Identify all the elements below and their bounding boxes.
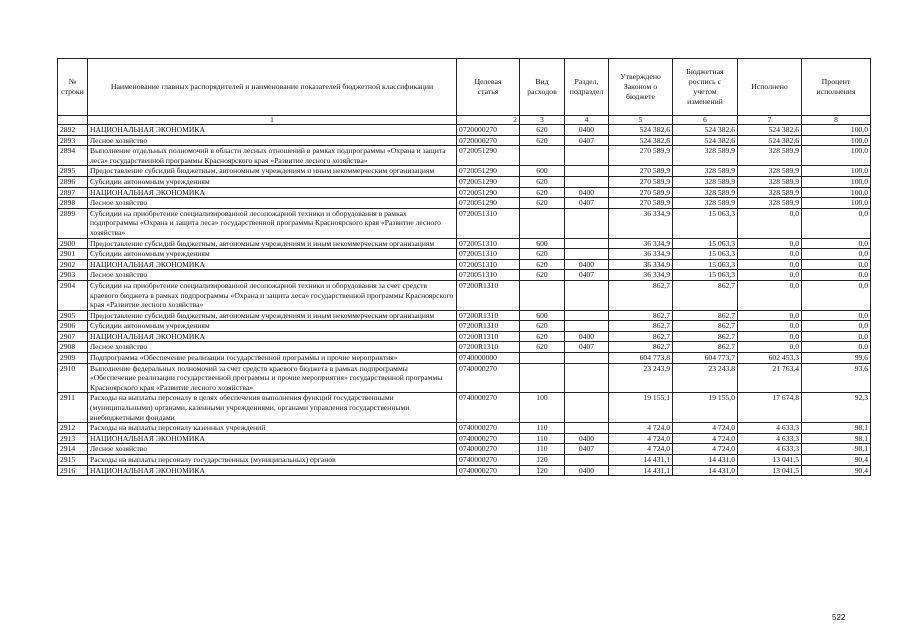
section-cell: 0400: [565, 331, 609, 342]
target-article-cell: 0740000270: [457, 465, 520, 476]
percent-cell: 90,4: [802, 455, 871, 466]
table-row: [58, 135, 871, 146]
target-article-cell: 0720051310: [457, 249, 520, 260]
expense-type-cell: 600: [520, 166, 565, 177]
col-number-cell: 4: [565, 116, 609, 125]
expense-type-cell: 620: [520, 135, 565, 146]
percent-cell: 92,3: [802, 393, 871, 423]
row-number-cell: 2901: [58, 249, 88, 260]
approved-cell: 23 243,9: [609, 363, 673, 393]
executed-cell: 328 589,9: [738, 187, 802, 198]
expense-type-cell: 110: [520, 444, 565, 455]
header-section: Раздел, подраздел: [565, 59, 609, 116]
percent-cell: 0,0: [802, 259, 871, 270]
col-number-cell: 1: [88, 116, 457, 125]
section-cell: [565, 393, 609, 423]
table-row: [58, 146, 871, 166]
section-cell: 0407: [565, 270, 609, 281]
row-name-cell: Расходы на выплаты персоналу государственных (муниципальных) органов: [88, 455, 457, 466]
section-cell: [565, 208, 609, 238]
executed-cell: 328 589,9: [738, 166, 802, 177]
approved-cell: 524 382,6: [609, 135, 673, 146]
row-name-cell: НАЦИОНАЛЬНАЯ ЭКОНОМИКА: [88, 331, 457, 342]
percent-cell: 100,0: [802, 176, 871, 187]
approved-cell: 36 334,9: [609, 238, 673, 249]
section-cell: 0400: [565, 433, 609, 444]
target-article-cell: 0720051310: [457, 238, 520, 249]
expense-type-cell: 100: [520, 393, 565, 423]
table-row: [58, 331, 871, 342]
row-name-cell: НАЦИОНАЛЬНАЯ ЭКОНОМИКА: [88, 465, 457, 476]
target-article-cell: 0740000270: [457, 433, 520, 444]
table-row: [58, 444, 871, 455]
target-article-cell: 07200R1310: [457, 342, 520, 353]
approved-cell: 4 724,0: [609, 433, 673, 444]
row-name-cell: Предоставление субсидий бюджетным, автономным учреждениям и иным некоммерческим организациям: [88, 166, 457, 177]
expense-type-cell: 620: [520, 331, 565, 342]
header-approved: Утверждено Законом о бюджете: [609, 59, 673, 116]
col-number-cell: 7: [738, 116, 802, 125]
expense-type-cell: 620: [520, 249, 565, 260]
percent-cell: 100,0: [802, 198, 871, 209]
percent-cell: 0,0: [802, 280, 871, 310]
header-executed: Исполнено: [738, 59, 802, 116]
budget-list-cell: 862,7: [673, 331, 738, 342]
executed-cell: 0,0: [738, 342, 802, 353]
executed-cell: 328 589,9: [738, 146, 802, 166]
executed-cell: 0,0: [738, 238, 802, 249]
target-article-cell: 0720051290: [457, 166, 520, 177]
table-row: [58, 176, 871, 187]
expense-type-cell: 620: [520, 187, 565, 198]
approved-cell: 862,7: [609, 310, 673, 321]
percent-cell: 0,0: [802, 270, 871, 281]
executed-cell: 0,0: [738, 310, 802, 321]
target-article-cell: 0720051290: [457, 198, 520, 209]
approved-cell: 36 334,9: [609, 270, 673, 281]
column-number-row: [58, 116, 871, 125]
row-number-cell: 2899: [58, 208, 88, 238]
table-row: [58, 259, 871, 270]
approved-cell: 36 334,9: [609, 249, 673, 260]
col-number-cell: [58, 116, 88, 125]
row-number-cell: 2906: [58, 321, 88, 332]
budget-list-cell: 862,7: [673, 280, 738, 310]
row-number-cell: 2894: [58, 146, 88, 166]
table-row: [58, 433, 871, 444]
executed-cell: 0,0: [738, 280, 802, 310]
row-name-cell: Субсидии автономным учреждениям: [88, 249, 457, 260]
row-number-cell: 2912: [58, 423, 88, 434]
budget-list-cell: 524 382,6: [673, 125, 738, 136]
row-name-cell: НАЦИОНАЛЬНАЯ ЭКОНОМИКА: [88, 125, 457, 136]
target-article-cell: 0740000270: [457, 455, 520, 466]
budget-list-cell: 862,7: [673, 321, 738, 332]
executed-cell: 524 382,6: [738, 135, 802, 146]
table-row: [58, 198, 871, 209]
row-number-cell: 2916: [58, 465, 88, 476]
approved-cell: 4 724,0: [609, 444, 673, 455]
row-name-cell: Выполнение федеральных полномочий за счет средств краевого бюджета в рамках подпрограммы «Обеспечение реализации государственной программы и прочие мероприятия» государственной программы Красноярского края «Развитие лесного хозяйства»: [88, 363, 457, 393]
percent-cell: 0,0: [802, 208, 871, 238]
row-number-cell: 2897: [58, 187, 88, 198]
row-number-cell: 2910: [58, 363, 88, 393]
section-cell: [565, 363, 609, 393]
approved-cell: 862,7: [609, 321, 673, 332]
percent-cell: 98,1: [802, 433, 871, 444]
percent-cell: 99,6: [802, 353, 871, 364]
expense-type-cell: [520, 363, 565, 393]
percent-cell: 100,0: [802, 125, 871, 136]
expense-type-cell: 620: [520, 270, 565, 281]
table-header-row: [58, 59, 871, 116]
executed-cell: 0,0: [738, 249, 802, 260]
table-row: [58, 249, 871, 260]
table-row: [58, 270, 871, 281]
col-number-cell: 6: [673, 116, 738, 125]
table-row: [58, 208, 871, 238]
executed-cell: 0,0: [738, 270, 802, 281]
target-article-cell: 0720000270: [457, 135, 520, 146]
budget-list-cell: 19 155,0: [673, 393, 738, 423]
row-name-cell: Расходы на выплаты персоналу казенных учреждений: [88, 423, 457, 434]
percent-cell: 100,0: [802, 166, 871, 177]
target-article-cell: 0720051310: [457, 259, 520, 270]
expense-type-cell: 620: [520, 342, 565, 353]
approved-cell: 4 724,0: [609, 423, 673, 434]
expense-type-cell: 620: [520, 125, 565, 136]
row-number-cell: 2903: [58, 270, 88, 281]
target-article-cell: 07200R1310: [457, 310, 520, 321]
budget-list-cell: 15 063,3: [673, 208, 738, 238]
row-number-cell: 2907: [58, 331, 88, 342]
approved-cell: 19 155,1: [609, 393, 673, 423]
percent-cell: 0,0: [802, 321, 871, 332]
row-number-cell: 2908: [58, 342, 88, 353]
expense-type-cell: 620: [520, 198, 565, 209]
row-number-cell: 2911: [58, 393, 88, 423]
executed-cell: 13 041,5: [738, 455, 802, 466]
budget-list-cell: 4 724,0: [673, 433, 738, 444]
budget-list-cell: 328 589,9: [673, 198, 738, 209]
table-row: [58, 166, 871, 177]
row-name-cell: Выполнение отдельных полномочий в области лесных отношений в рамках подпрограммы «Охрана и защита леса» государственной программы Красноярского края «Развитие лесного хозяйства»: [88, 146, 457, 166]
row-number-cell: 2892: [58, 125, 88, 136]
executed-cell: 0,0: [738, 259, 802, 270]
target-article-cell: 07200R1310: [457, 331, 520, 342]
section-cell: 0407: [565, 135, 609, 146]
approved-cell: 14 431,1: [609, 465, 673, 476]
percent-cell: 0,0: [802, 331, 871, 342]
header-budget-list: Бюджетная роспись с учетом изменений: [673, 59, 738, 116]
row-name-cell: Подпрограмма «Обеспечение реализации государственной программы и прочие мероприятия»: [88, 353, 457, 364]
percent-cell: 100,0: [802, 135, 871, 146]
row-name-cell: Субсидии на приобретение специализированной лесопожарной техники и оборудования за счет средств краевого бюджета в рамках подпрограммы «Охрана и защита леса» государственной программы Красноярского края «Развитие лесного хозяйства»: [88, 280, 457, 310]
expense-type-cell: [520, 280, 565, 310]
approved-cell: 270 589,9: [609, 198, 673, 209]
header-expense-type: Вид расходов: [520, 59, 565, 116]
row-number-cell: 2902: [58, 259, 88, 270]
page-number: 522: [832, 613, 846, 622]
executed-cell: 328 589,9: [738, 198, 802, 209]
approved-cell: 524 382,6: [609, 125, 673, 136]
budget-list-cell: 328 589,9: [673, 166, 738, 177]
col-number-cell: 3: [520, 116, 565, 125]
percent-cell: 0,0: [802, 249, 871, 260]
row-number-cell: 2898: [58, 198, 88, 209]
expense-type-cell: 110: [520, 433, 565, 444]
table-row: [58, 393, 871, 423]
table-row: [58, 187, 871, 198]
col-number-cell: 5: [609, 116, 673, 125]
row-number-cell: 2913: [58, 433, 88, 444]
expense-type-cell: [520, 208, 565, 238]
executed-cell: 0,0: [738, 331, 802, 342]
percent-cell: 93,6: [802, 363, 871, 393]
executed-cell: 4 633,3: [738, 433, 802, 444]
target-article-cell: 07200R1310: [457, 280, 520, 310]
budget-list-cell: 4 724,0: [673, 444, 738, 455]
approved-cell: 36 334,9: [609, 259, 673, 270]
row-name-cell: Лесное хозяйство: [88, 198, 457, 209]
row-name-cell: НАЦИОНАЛЬНАЯ ЭКОНОМИКА: [88, 187, 457, 198]
section-cell: [565, 353, 609, 364]
row-name-cell: Расходы на выплаты персоналу в целях обеспечения выполнения функций государственными (муниципальными) органами, казенными учреждениями, органами управления государственными внебюджетными фондами: [88, 393, 457, 423]
row-number-cell: 2914: [58, 444, 88, 455]
budget-table: [57, 58, 871, 476]
row-name-cell: НАЦИОНАЛЬНАЯ ЭКОНОМИКА: [88, 433, 457, 444]
expense-type-cell: 600: [520, 238, 565, 249]
expense-type-cell: 620: [520, 321, 565, 332]
target-article-cell: 0720000270: [457, 125, 520, 136]
expense-type-cell: 110: [520, 423, 565, 434]
executed-cell: 13 041,5: [738, 465, 802, 476]
budget-list-cell: 524 382,6: [673, 135, 738, 146]
target-article-cell: 0740000270: [457, 363, 520, 393]
executed-cell: 4 633,3: [738, 444, 802, 455]
section-cell: 0400: [565, 125, 609, 136]
approved-cell: 270 589,9: [609, 166, 673, 177]
row-number-cell: 2893: [58, 135, 88, 146]
row-number-cell: 2905: [58, 310, 88, 321]
approved-cell: 862,7: [609, 331, 673, 342]
col-number-cell: 2: [457, 116, 520, 125]
header-target-article: Целевая статья: [457, 59, 520, 116]
approved-cell: 270 589,9: [609, 176, 673, 187]
budget-list-cell: 14 431,0: [673, 455, 738, 466]
approved-cell: 270 589,9: [609, 146, 673, 166]
budget-list-cell: 328 589,9: [673, 187, 738, 198]
budget-list-cell: 862,7: [673, 310, 738, 321]
row-name-cell: НАЦИОНАЛЬНАЯ ЭКОНОМИКА: [88, 259, 457, 270]
target-article-cell: 0740000270: [457, 444, 520, 455]
executed-cell: 4 633,3: [738, 423, 802, 434]
executed-cell: 17 674,8: [738, 393, 802, 423]
section-cell: [565, 280, 609, 310]
approved-cell: 862,7: [609, 342, 673, 353]
header-row-number: № строки: [58, 59, 88, 116]
expense-type-cell: 620: [520, 259, 565, 270]
percent-cell: 0,0: [802, 310, 871, 321]
target-article-cell: 0720051310: [457, 270, 520, 281]
section-cell: [565, 146, 609, 166]
section-cell: 0407: [565, 198, 609, 209]
table-row: [58, 125, 871, 136]
expense-type-cell: 120: [520, 455, 565, 466]
section-cell: [565, 166, 609, 177]
section-cell: [565, 310, 609, 321]
section-cell: [565, 249, 609, 260]
target-article-cell: 0740000000: [457, 353, 520, 364]
approved-cell: 14 431,1: [609, 455, 673, 466]
row-number-cell: 2895: [58, 166, 88, 177]
row-number-cell: 2915: [58, 455, 88, 466]
expense-type-cell: 120: [520, 465, 565, 476]
target-article-cell: 0720051290: [457, 176, 520, 187]
approved-cell: 270 589,9: [609, 187, 673, 198]
percent-cell: 0,0: [802, 238, 871, 249]
budget-list-cell: 15 063,3: [673, 238, 738, 249]
section-cell: [565, 176, 609, 187]
row-number-cell: 2904: [58, 280, 88, 310]
row-name-cell: Субсидии автономным учреждениям: [88, 176, 457, 187]
table-row: [58, 363, 871, 393]
target-article-cell: 0720051290: [457, 146, 520, 166]
table-row: [58, 280, 871, 310]
executed-cell: 602 453,3: [738, 353, 802, 364]
section-cell: 0400: [565, 465, 609, 476]
row-number-cell: 2900: [58, 238, 88, 249]
budget-list-cell: 862,7: [673, 342, 738, 353]
row-name-cell: Лесное хозяйство: [88, 270, 457, 281]
section-cell: 0400: [565, 187, 609, 198]
header-name: Наименование главных распорядителей и наименование показателей бюджетной классификации: [88, 59, 457, 116]
budget-list-cell: 328 589,9: [673, 146, 738, 166]
target-article-cell: 0720051310: [457, 208, 520, 238]
target-article-cell: 0740000270: [457, 423, 520, 434]
row-name-cell: Субсидии на приобретение специализированной лесопожарной техники и оборудования в рамках подпрограммы «Охрана и защита леса» государственной программы Красноярского края «Развитие лесного хозяйства»: [88, 208, 457, 238]
row-name-cell: Субсидии автономным учреждениям: [88, 321, 457, 332]
budget-list-cell: 23 243,8: [673, 363, 738, 393]
row-number-cell: 2909: [58, 353, 88, 364]
expense-type-cell: 620: [520, 176, 565, 187]
table-row: [58, 342, 871, 353]
row-name-cell: Лесное хозяйство: [88, 135, 457, 146]
executed-cell: 524 382,6: [738, 125, 802, 136]
approved-cell: 604 773,8: [609, 353, 673, 364]
table-row: [58, 455, 871, 466]
section-cell: 0407: [565, 342, 609, 353]
row-name-cell: Лесное хозяйство: [88, 342, 457, 353]
row-name-cell: Предоставление субсидий бюджетным, автономным учреждениям и иным некоммерческим организациям: [88, 310, 457, 321]
expense-type-cell: 600: [520, 310, 565, 321]
budget-list-cell: 15 063,3: [673, 259, 738, 270]
table-row: [58, 310, 871, 321]
section-cell: 0407: [565, 444, 609, 455]
executed-cell: 21 763,4: [738, 363, 802, 393]
executed-cell: 0,0: [738, 208, 802, 238]
percent-cell: 98,1: [802, 444, 871, 455]
row-name-cell: Лесное хозяйство: [88, 444, 457, 455]
row-name-cell: Предоставление субсидий бюджетным, автономным учреждениям и иным некоммерческим организациям: [88, 238, 457, 249]
budget-list-cell: 15 063,3: [673, 249, 738, 260]
budget-list-cell: 4 724,0: [673, 423, 738, 434]
target-article-cell: 0740000270: [457, 393, 520, 423]
budget-list-cell: 604 773,7: [673, 353, 738, 364]
header-percent: Процент исполнения: [802, 59, 871, 116]
col-number-cell: 8: [802, 116, 871, 125]
row-number-cell: 2896: [58, 176, 88, 187]
table-row: [58, 423, 871, 434]
section-cell: [565, 238, 609, 249]
budget-list-cell: 328 589,9: [673, 176, 738, 187]
approved-cell: 862,7: [609, 280, 673, 310]
budget-list-cell: 15 063,3: [673, 270, 738, 281]
expense-type-cell: [520, 146, 565, 166]
executed-cell: 0,0: [738, 321, 802, 332]
percent-cell: 0,0: [802, 342, 871, 353]
table-row: [58, 238, 871, 249]
section-cell: 0400: [565, 259, 609, 270]
budget-list-cell: 14 431,0: [673, 465, 738, 476]
expense-type-cell: [520, 353, 565, 364]
percent-cell: 100,0: [802, 187, 871, 198]
table-body: [58, 125, 871, 476]
section-cell: [565, 423, 609, 434]
percent-cell: 98,1: [802, 423, 871, 434]
percent-cell: 90,4: [802, 465, 871, 476]
section-cell: [565, 455, 609, 466]
table-row: [58, 321, 871, 332]
target-article-cell: 07200R1310: [457, 321, 520, 332]
table-row: [58, 353, 871, 364]
executed-cell: 328 589,9: [738, 176, 802, 187]
approved-cell: 36 334,9: [609, 208, 673, 238]
section-cell: [565, 321, 609, 332]
table-row: [58, 465, 871, 476]
percent-cell: 100,0: [802, 146, 871, 166]
target-article-cell: 0720051290: [457, 187, 520, 198]
